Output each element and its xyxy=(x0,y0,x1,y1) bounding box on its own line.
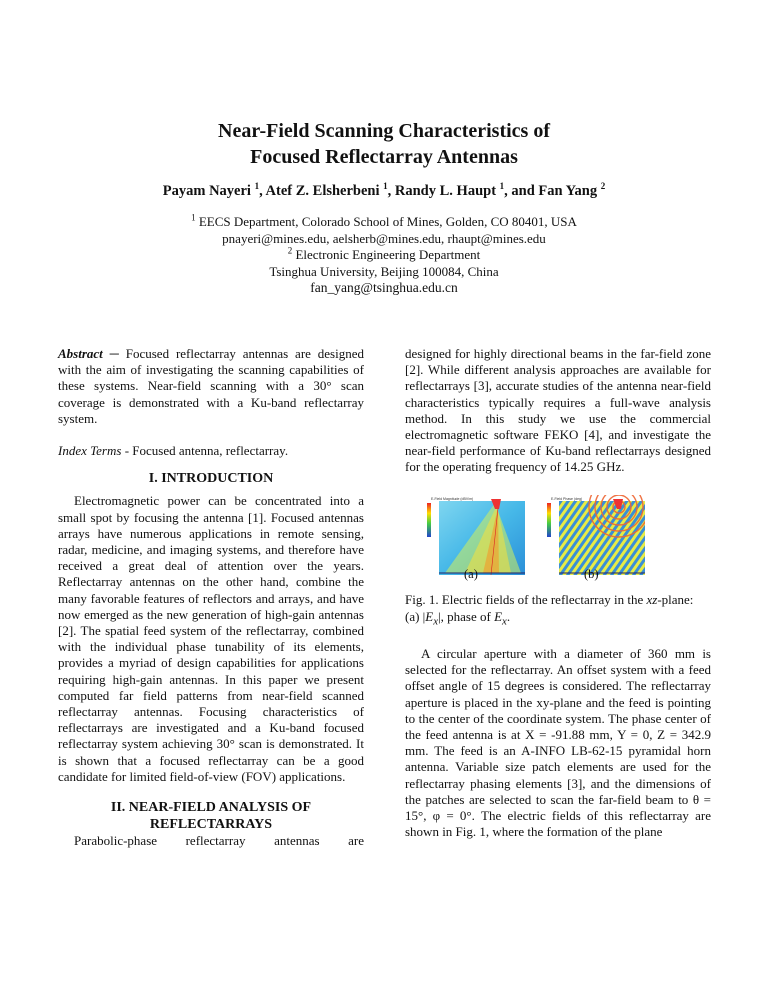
section-heading: I. INTRODUCTION xyxy=(148,471,274,487)
affiliations xyxy=(0,214,768,297)
left-column xyxy=(58,346,364,849)
author-name: Randy L. Haupt xyxy=(394,183,497,199)
caption-italic: E xyxy=(494,608,503,624)
caption-italic: E xyxy=(425,608,434,624)
figure-1a-label: (a) xyxy=(464,567,478,581)
figure-1 xyxy=(405,495,711,585)
body-paragraph: designed for highly directional beams in the far-field zone [2]. While different analysis approaches are available for reflectarrays [3], accurate studies of the antenna near-field characteristics typically requires a full-wave analysis method. In this study we use the commercial electromagnetic software FEKO [4], and investigate the near-field performance of Ku-band reflectarrays designed for the operating frequency of 14.25 GHz. xyxy=(405,346,711,475)
figure-1b-phase-plot xyxy=(545,495,645,575)
affil-line: Electronic Engineering Department xyxy=(295,247,481,262)
body-paragraph: A circular aperture with a diameter of 360 mm is selected for the reflectarray. An offset system with a feed offset angle of 15 degrees is considered. The reflectarray aperture is placed in the xy-plane and the feed is pointing to the center of the coordinate system. The phase center of the feed antenna is at X = -91.88 mm, Y = 0, Z = 342.9 mm. The feed is an A-INFO LB-62-15 pyramidal horn antenna. Variable size patch elements are used for the reflectarray phasing elements [3], and the dimensions of the patches are selected to scan the far-field beam to θ = 15°, φ = 0°. The electric fields of this reflectarray are shown in Fig. 1, where the formation of the plane xyxy=(405,646,711,840)
author-affil-mark: 1 xyxy=(383,181,388,192)
abstract xyxy=(58,346,364,427)
index-terms-label: Index Terms xyxy=(58,443,122,459)
caption-text: . xyxy=(506,608,511,624)
abstract-label: Abstract xyxy=(58,346,103,361)
caption-subscript: x xyxy=(502,615,507,628)
affil-mark: 1 xyxy=(191,212,196,223)
figure-1b-header: E-Field Phase (deg) xyxy=(551,497,583,501)
right-column-top xyxy=(405,346,711,476)
figure-1a-header: E-Field Magnitude (dBV/m) xyxy=(431,497,474,501)
intro-paragraph: Electromagnetic power can be concentrated into a small spot by focusing the antenna [1]. Focused antennas arrays have numerous applications in remote sensing, radar, medicine, and imaging systems, and therefore have received a great deal of attention over the years. Reflectarray antennas on the other hand, combine the many favorable features of reflectors and arrays, and have now emerged as the new generation of high-gain antennas [2]. The spatial feed system of the reflectarray, combined with the individual phase tunability of its elements, provides a myriad of design capabilities for applications requiring high-gain antennas. In this paper we present computed far field patterns from near-field scanned reflectarray antennas. Focusing characteristics of reflectarrays are investigated and a Ku-band focused reflectarray system achieving 30° scan is demonstrated. It is shown that a focused reflectarray can be a good candidate for limited field-of-view (FOV) applications. xyxy=(58,493,364,784)
paper-title xyxy=(0,118,768,170)
abstract-dash: ─ xyxy=(102,346,126,361)
index-terms-text: - Focused antenna, reflectarray. xyxy=(121,443,289,459)
section-heading-line: REFLECTARRAYS xyxy=(149,817,273,833)
figure-1b-label: (b) xyxy=(584,567,599,581)
affil-email: fan_yang@tsinghua.edu.cn xyxy=(310,280,458,295)
right-column-bottom xyxy=(405,646,711,840)
author-name: Payam Nayeri xyxy=(162,183,251,199)
author-name: Fan Yang xyxy=(538,183,598,199)
author-separator: , xyxy=(387,183,395,199)
affil-emails: pnayeri@mines.edu, aelsherb@mines.edu, rhaupt@mines.edu xyxy=(222,230,546,246)
author-list xyxy=(0,183,768,200)
section2-paragraph-start: Parabolic-phase reflectarray antennas are xyxy=(74,833,364,849)
affil-line: Tsinghua University, Beijing 100084, China xyxy=(269,263,499,279)
title-line-2: Focused Reflectarray Antennas xyxy=(250,146,518,168)
author-affil-mark: 1 xyxy=(254,181,260,192)
title-line-1: Near-Field Scanning Characteristics of xyxy=(218,120,550,142)
author-name: Atef Z. Elsherbeni xyxy=(265,183,380,199)
figure-1a-magnitude-plot xyxy=(425,495,525,575)
caption-text: |, phase of xyxy=(438,608,495,624)
affil-mark: 2 xyxy=(287,245,293,256)
affil-line: EECS Department, Colorado School of Mines, Golden, CO 80401, USA xyxy=(198,214,577,229)
caption-subscript: x xyxy=(433,615,439,628)
author-separator: , and xyxy=(504,183,539,199)
abstract-text: Focused reflectarray antennas are designed with the aim of investigating the scanning capabilities of these systems. Near-field scanning with a 30° scan coverage is demonstrated with a Ku-band reflectarray system. xyxy=(58,346,364,426)
author-affil-mark: 1 xyxy=(499,181,505,192)
caption-text: -plane: (a) | xyxy=(405,592,694,624)
author-affil-mark: 2 xyxy=(600,181,606,192)
figure-1-caption xyxy=(405,592,711,630)
section-heading-line: II. NEAR-FIELD ANALYSIS OF xyxy=(110,800,312,816)
index-terms xyxy=(58,443,364,459)
section-heading xyxy=(58,799,364,833)
caption-italic: xz xyxy=(646,592,658,607)
author-separator: , xyxy=(259,183,266,199)
caption-text: Fig. 1. Electric fields of the reflectarray in the xyxy=(405,592,647,607)
